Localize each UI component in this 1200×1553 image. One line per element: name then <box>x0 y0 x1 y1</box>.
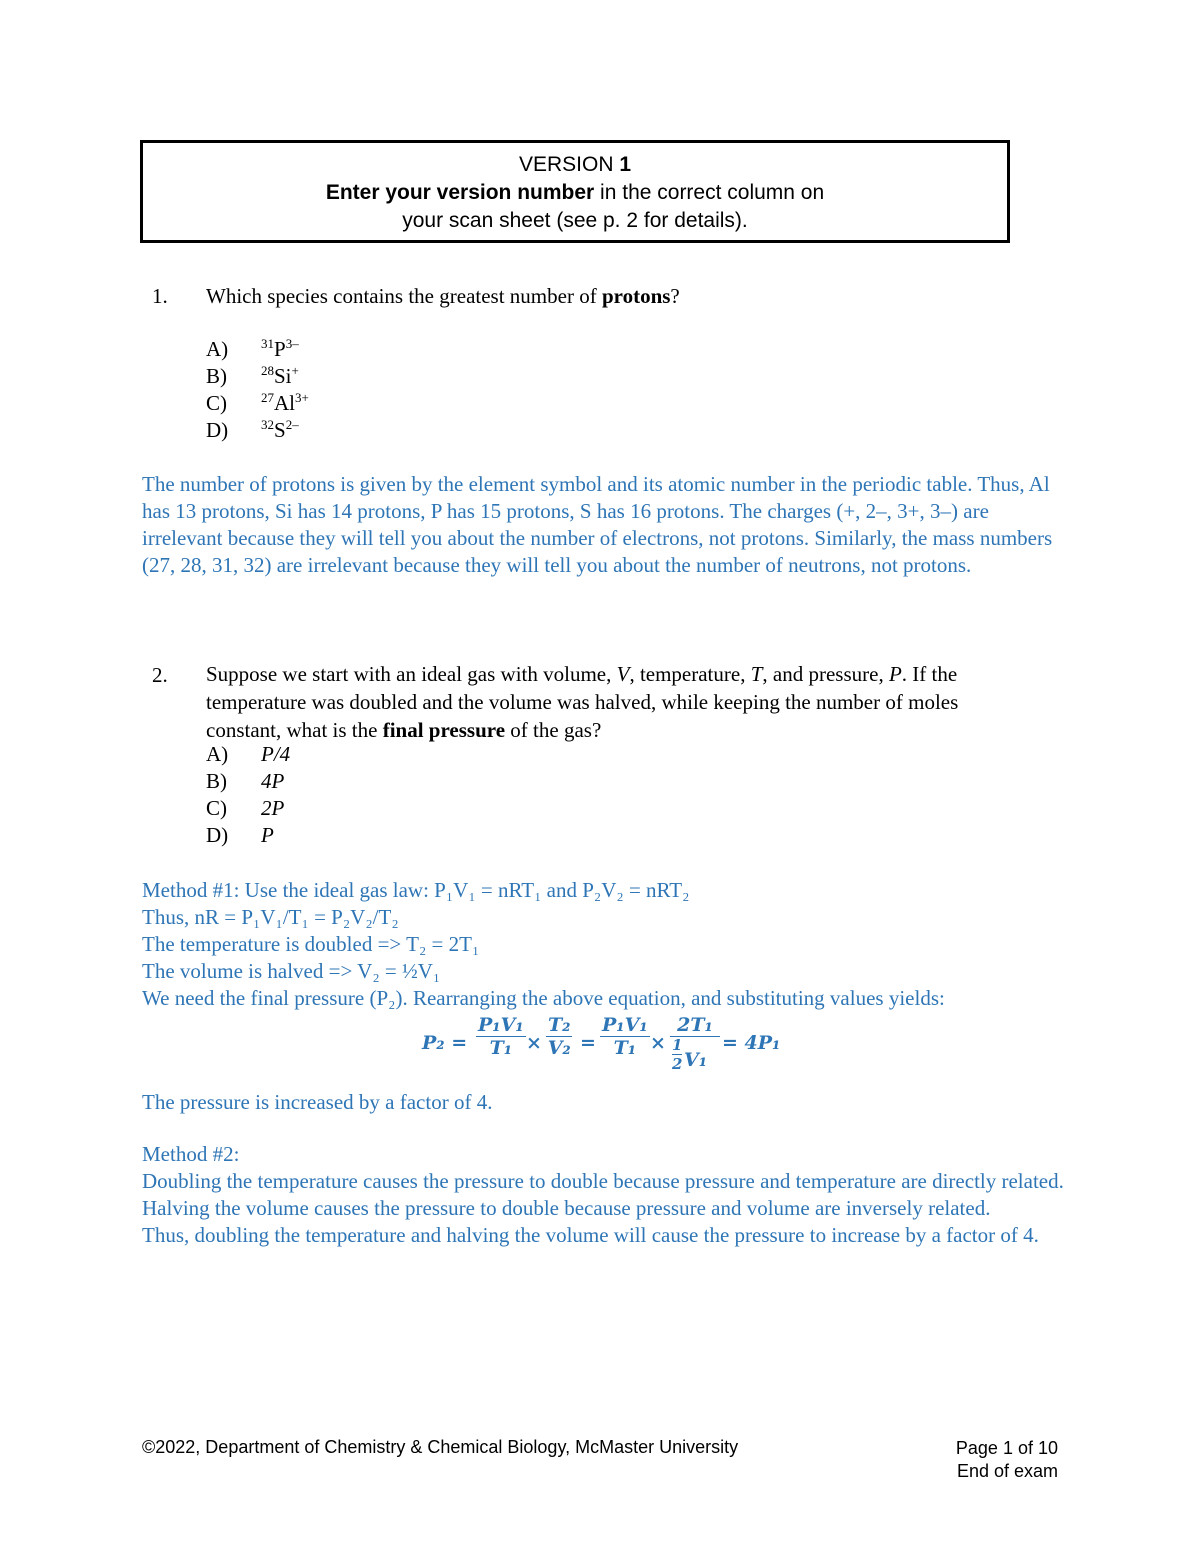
method-2-block <box>142 1141 1072 1249</box>
version-instruction-line: Enter your version number in the correct column on <box>325 181 825 204</box>
question-2-option-a: A) P/4 <box>206 742 291 766</box>
page-number: Page 1 of 10 <box>955 1438 1058 1458</box>
method-2-line: Halving the volume causes the pressure to double because pressure and volume are inversely related. <box>142 1196 991 1220</box>
question-2-text: Suppose we start with an ideal gas with volume, V, temperature, T, and pressure, P. If the temperature was doubled and the volume was halved, while keeping the number of moles constant, what is the final pressure of the gas? <box>206 662 959 742</box>
question-2-number: 2. <box>152 663 168 687</box>
version-box <box>140 140 1010 243</box>
footer-page-info <box>956 1437 1058 1483</box>
method-2-line: Thus, doubling the temperature and halving the volume will cause the pressure to increase by a factor of 4. <box>142 1223 1039 1247</box>
question-1-option-a: A) $^{31}P^{3-}$ <box>206 336 299 361</box>
version-line: VERSION 1 <box>518 153 632 176</box>
method-1-block <box>142 877 1072 1012</box>
end-of-exam: End of exam <box>956 1461 1058 1481</box>
method-1-line: The temperature is doubled => T₂ = 2T₁ <box>142 932 480 956</box>
method-1-line: The volume is halved => V₂ = ½V₁ <box>142 959 441 983</box>
question-1-explanation: The number of protons is given by the element symbol and its atomic number in the periodic table. Thus, Al has 13 protons, Si has 14 protons, P has 15 protons, S has 16 protons. The charges (+, 2–, 3+, 3–) are irrelevant because they will tell you about the number of electrons, not protons. Similarly, the mass numbers (27, 28, 31, 32) are irrelevant because they will tell you about the number of neutrons, not protons. <box>142 472 1053 577</box>
question-1-option-d: D) $^{32}S^{2-}$ <box>206 417 299 442</box>
method-1-conclusion: The pressure is increased by a factor of 4. <box>142 1090 493 1114</box>
version-instruction-line-2: your scan sheet (see p. 2 for details). <box>402 209 748 232</box>
method-2-line: Doubling the temperature causes the pressure to double because pressure and temperature are directly related. <box>142 1169 1064 1193</box>
footer-copyright: ©2022, Department of Chemistry & Chemical Biology, McMaster University <box>142 1437 739 1457</box>
method-1-line: Method #1: Use the ideal gas law: P₁V₁ = nRT₁ and P₂V₂ = nRT₂ <box>142 878 690 902</box>
question-1-number: 1. <box>152 284 168 308</box>
method-1-line: We need the final pressure (P₂). Rearranging the above equation, and substituting values yields: <box>142 986 945 1010</box>
question-1-option-b: B) $^{28}$Si+ <box>206 363 299 388</box>
method-2-line: Method #2: <box>142 1142 240 1166</box>
pressure-formula: P₂ = $\frac{\text{P₁V₁}}{\text{T₁}}$ × $\frac{\text{T₂}}{\text{V₂}}$ = $\frac{\text{P₁V₁}}{\text{T₁}}$ × 2T₁ 1 2 V₁ = 4P₁ <box>422 1014 781 1073</box>
question-2-option-b: B) 4P <box>206 769 285 793</box>
question-2-option-d: D) P <box>206 823 274 847</box>
version-number: 1 <box>619 153 632 176</box>
question-2-option-c: C) 2P <box>206 796 285 820</box>
method-1-line: Thus, nR = P₁V₁/T₁ = P₂V₂/T₂ <box>142 905 399 929</box>
question-1-option-c: C) $^{27}Al^{3+}$ <box>206 390 309 415</box>
question-1-text: Which species contains the greatest number of protons? <box>206 284 680 308</box>
